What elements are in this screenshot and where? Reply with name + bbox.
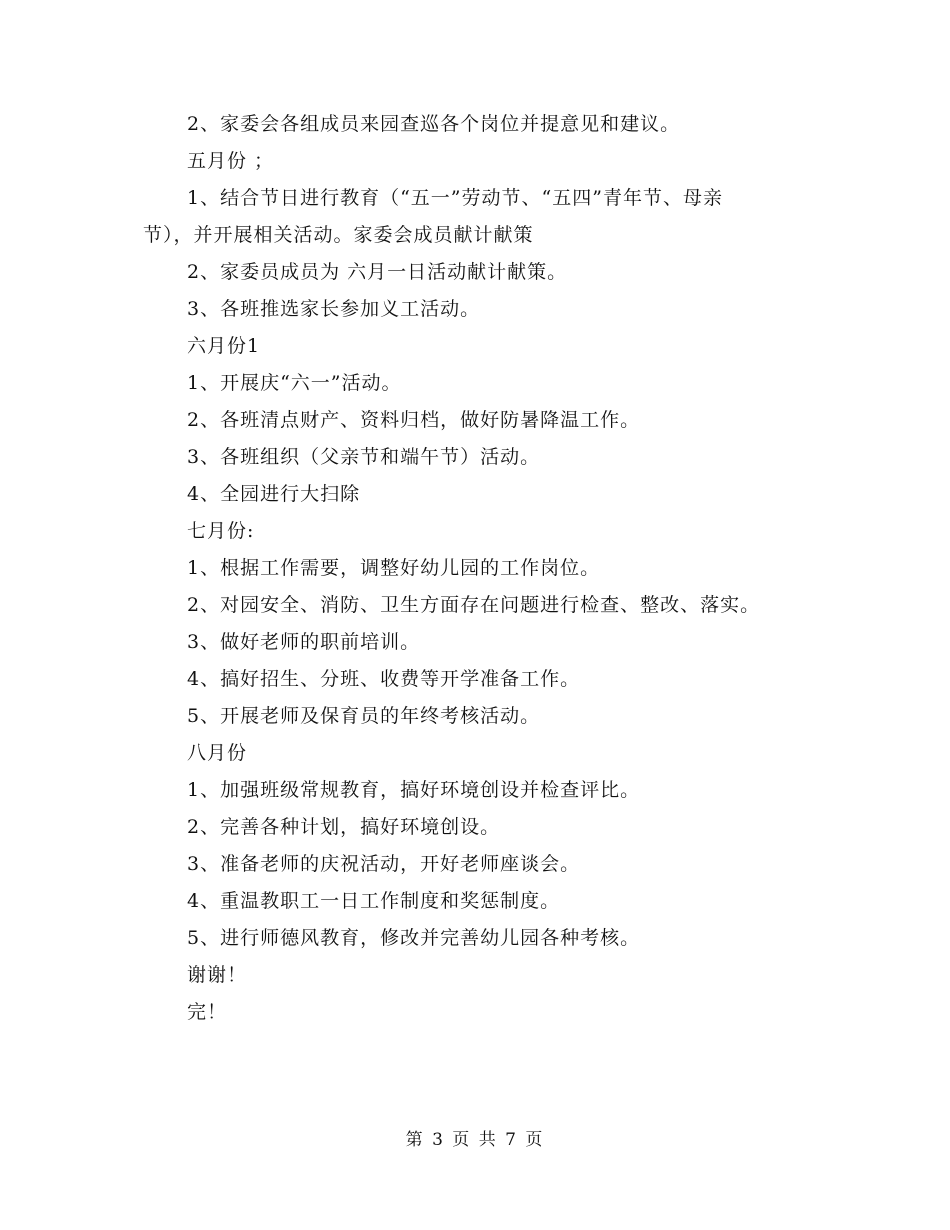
paragraph-line: 3、准备老师的庆祝活动，开好老师座谈会。 [187, 853, 581, 875]
paragraph-line: 3、各班组织（父亲节和端午节）活动。 [187, 446, 541, 468]
section-heading-july: 七月份: [187, 520, 255, 542]
section-heading-may: 五月份 ； [187, 150, 275, 172]
paragraph-line: 4、搞好招生、分班、收费等开学准备工作。 [187, 668, 581, 690]
closing-end: 完！ [187, 1001, 228, 1023]
paragraph-line: 2、家委会各组成员来园查巡各个岗位并提意见和建议。 [187, 113, 681, 135]
paragraph-line: 2、各班清点财产、资料归档，做好防暑降温工作。 [187, 409, 641, 431]
paragraph-line: 3、做好老师的职前培训。 [187, 631, 421, 653]
closing-thanks: 谢谢！ [187, 964, 248, 986]
page-number-footer: 第 3 页 共 7 页 [405, 1130, 545, 1150]
paragraph-line: 3、各班推选家长参加义工活动。 [187, 298, 481, 320]
section-heading-june: 六月份1 [187, 335, 261, 357]
paragraph-line-continuation: 节），并开展相关活动。家委会成员献计献策 [143, 224, 534, 246]
section-heading-august: 八月份 [187, 742, 248, 764]
paragraph-line: 5、开展老师及保育员的年终考核活动。 [187, 705, 541, 727]
paragraph-line: 1、加强班级常规教育，搞好环境创设并检查评比。 [187, 779, 641, 801]
paragraph-line: 2、家委员成员为 六月一日活动献计献策。 [187, 261, 568, 283]
paragraph-line: 1、开展庆“六一”活动。 [187, 372, 402, 394]
document-body [143, 106, 813, 1031]
paragraph-line: 2、完善各种计划，搞好环境创设。 [187, 816, 501, 838]
paragraph-line: 1、结合节日进行教育（“五一”劳动节、“五四”青年节、母亲 [187, 187, 723, 209]
paragraph-line: 1、根据工作需要，调整好幼儿园的工作岗位。 [187, 557, 601, 579]
paragraph-line: 2、对园安全、消防、卫生方面存在问题进行检查、整改、落实。 [187, 594, 761, 616]
paragraph-line: 4、全园进行大扫除 [187, 483, 361, 505]
paragraph-line: 5、进行师德风教育，修改并完善幼儿园各种考核。 [187, 927, 641, 949]
paragraph-line: 4、重温教职工一日工作制度和奖惩制度。 [187, 890, 561, 912]
